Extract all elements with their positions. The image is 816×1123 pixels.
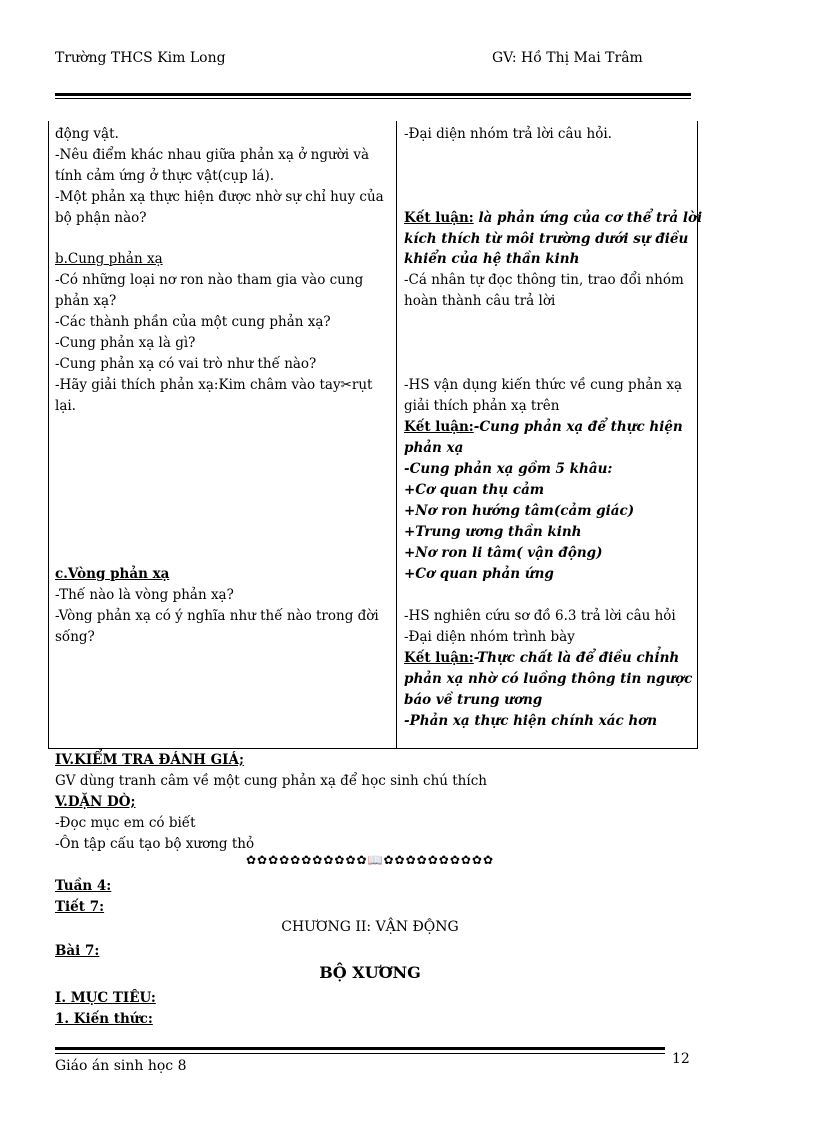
table-right-line: -Đại diện nhóm trả lời câu hỏi. xyxy=(404,126,612,142)
table-left-line: -Cung phản xạ có vai trò như thế nào? xyxy=(55,356,317,372)
table-right-line: phản xạ xyxy=(404,440,464,456)
footer-label: Giáo án sinh học 8 xyxy=(55,1058,187,1074)
table-left-line: lại. xyxy=(55,398,76,414)
lesson-table xyxy=(48,121,703,749)
conclusion-label: Kết luận: xyxy=(404,650,474,666)
table-right-line: +Nơ ron li tâm( vận động) xyxy=(404,545,603,561)
table-left-line: -Hãy giải thích phản xạ:Kim châm vào tay✂rụt xyxy=(55,377,373,393)
objectives-heading: I. MỤC TIÊU: xyxy=(55,990,156,1006)
table-right-line: -Cá nhân tự đọc thông tin, trao đổi nhóm xyxy=(404,272,684,288)
table-left-line: -Nêu điểm khác nhau giữa phản xạ ở người và xyxy=(55,147,370,163)
knowledge-heading: 1. Kiến thức: xyxy=(55,1011,153,1027)
conclusion-line: Kết luận: là phản ứng của cơ thể trả lời xyxy=(404,210,703,226)
week-label: Tuần 4: xyxy=(55,878,112,894)
table-left-line: phản xạ? xyxy=(55,293,117,309)
table-left-line: sống? xyxy=(55,629,95,645)
section-text: GV dùng tranh câm về một cung phản xạ để học sinh chú thích xyxy=(55,773,487,789)
table-right-line: -Cung phản xạ gồm 5 khâu: xyxy=(404,461,613,477)
header-teacher: GV: Hồ Thị Mai Trâm xyxy=(492,50,643,66)
period-label: Tiết 7: xyxy=(55,899,105,915)
table-right-line: -Phản xạ thực hiện chính xác hơn xyxy=(404,713,658,729)
section-text: -Ôn tập cấu tạo bộ xương thỏ xyxy=(55,836,255,852)
conclusion-label: Kết luận: xyxy=(404,419,474,435)
table-right-line: +Nơ ron hướng tâm(cảm giác) xyxy=(404,503,635,519)
table-right-line: -Đại diện nhóm trình bày xyxy=(404,629,575,645)
table-right-line: giải thích phản xạ trên xyxy=(404,398,560,414)
footer-rule-thin xyxy=(55,1053,665,1054)
header-rule xyxy=(55,93,691,96)
footer-rule xyxy=(55,1047,665,1050)
table-right-line: phản xạ nhờ có luồng thông tin ngược xyxy=(404,671,693,687)
table-right-line: báo về trung ương xyxy=(404,692,543,708)
table-right-line: kích thích từ môi trường dưới sự điều xyxy=(404,231,689,247)
table-right-line: khiển của hệ thần kinh xyxy=(404,251,580,267)
conclusion-line: Kết luận:-Cung phản xạ để thực hiện xyxy=(404,419,683,435)
lesson-title: BỘ XƯƠNG xyxy=(319,963,421,982)
section-title: IV.KIỂM TRA ĐÁNH GIÁ; xyxy=(55,752,244,768)
table-left-line: động vật. xyxy=(55,126,119,142)
subsection-title: c.Vòng phản xạ xyxy=(55,566,170,582)
page-number: 12 xyxy=(672,1051,690,1067)
section-title: V.DẶN DÒ; xyxy=(55,794,136,810)
column-divider xyxy=(396,121,397,748)
table-right-line: -HS vận dụng kiến thức về cung phản xạ xyxy=(404,377,683,393)
subsection-title: b.Cung phản xạ xyxy=(55,251,163,267)
table-right-line: -HS nghiên cứu sơ đồ 6.3 trả lời câu hỏi xyxy=(404,608,676,624)
ornament-divider: ✿✿✿✿✿✿✿✿✿✿✿📖✿✿✿✿✿✿✿✿✿✿ xyxy=(245,853,495,867)
table-left-line: -Cung phản xạ là gì? xyxy=(55,335,196,351)
header-school: Trường THCS Kim Long xyxy=(55,50,226,66)
conclusion-line: Kết luận:-Thực chất là để điều chỉnh xyxy=(404,650,680,666)
table-right-line: +Trung ương thần kinh xyxy=(404,524,582,540)
header-rule-thin xyxy=(55,98,691,99)
table-left-line: bộ phận nào? xyxy=(55,210,147,226)
table-right-line: +Cơ quan thụ cảm xyxy=(404,482,545,498)
lesson-number: Bài 7: xyxy=(55,943,100,959)
table-left-line: -Các thành phần của một cung phản xạ? xyxy=(55,314,331,330)
conclusion-label: Kết luận: xyxy=(404,210,474,226)
table-right-line: +Cơ quan phản ứng xyxy=(404,566,554,582)
chapter-title: CHƯƠNG II: VẬN ĐỘNG xyxy=(281,919,459,935)
table-left-line: -Có những loại nơ ron nào tham gia vào cung xyxy=(55,272,364,288)
section-text: -Đọc mục em có biết xyxy=(55,815,196,831)
table-left-line: -Một phản xạ thực hiện được nhờ sự chỉ huy của xyxy=(55,189,384,205)
table-right-line: hoàn thành câu trả lời xyxy=(404,293,556,309)
table-left-line: tính cảm ứng ở thực vật(cụp lá). xyxy=(55,168,275,184)
table-left-line: -Thế nào là vòng phản xạ? xyxy=(55,587,234,603)
table-left-line: -Vòng phản xạ có ý nghĩa như thế nào trong đời xyxy=(55,608,379,624)
